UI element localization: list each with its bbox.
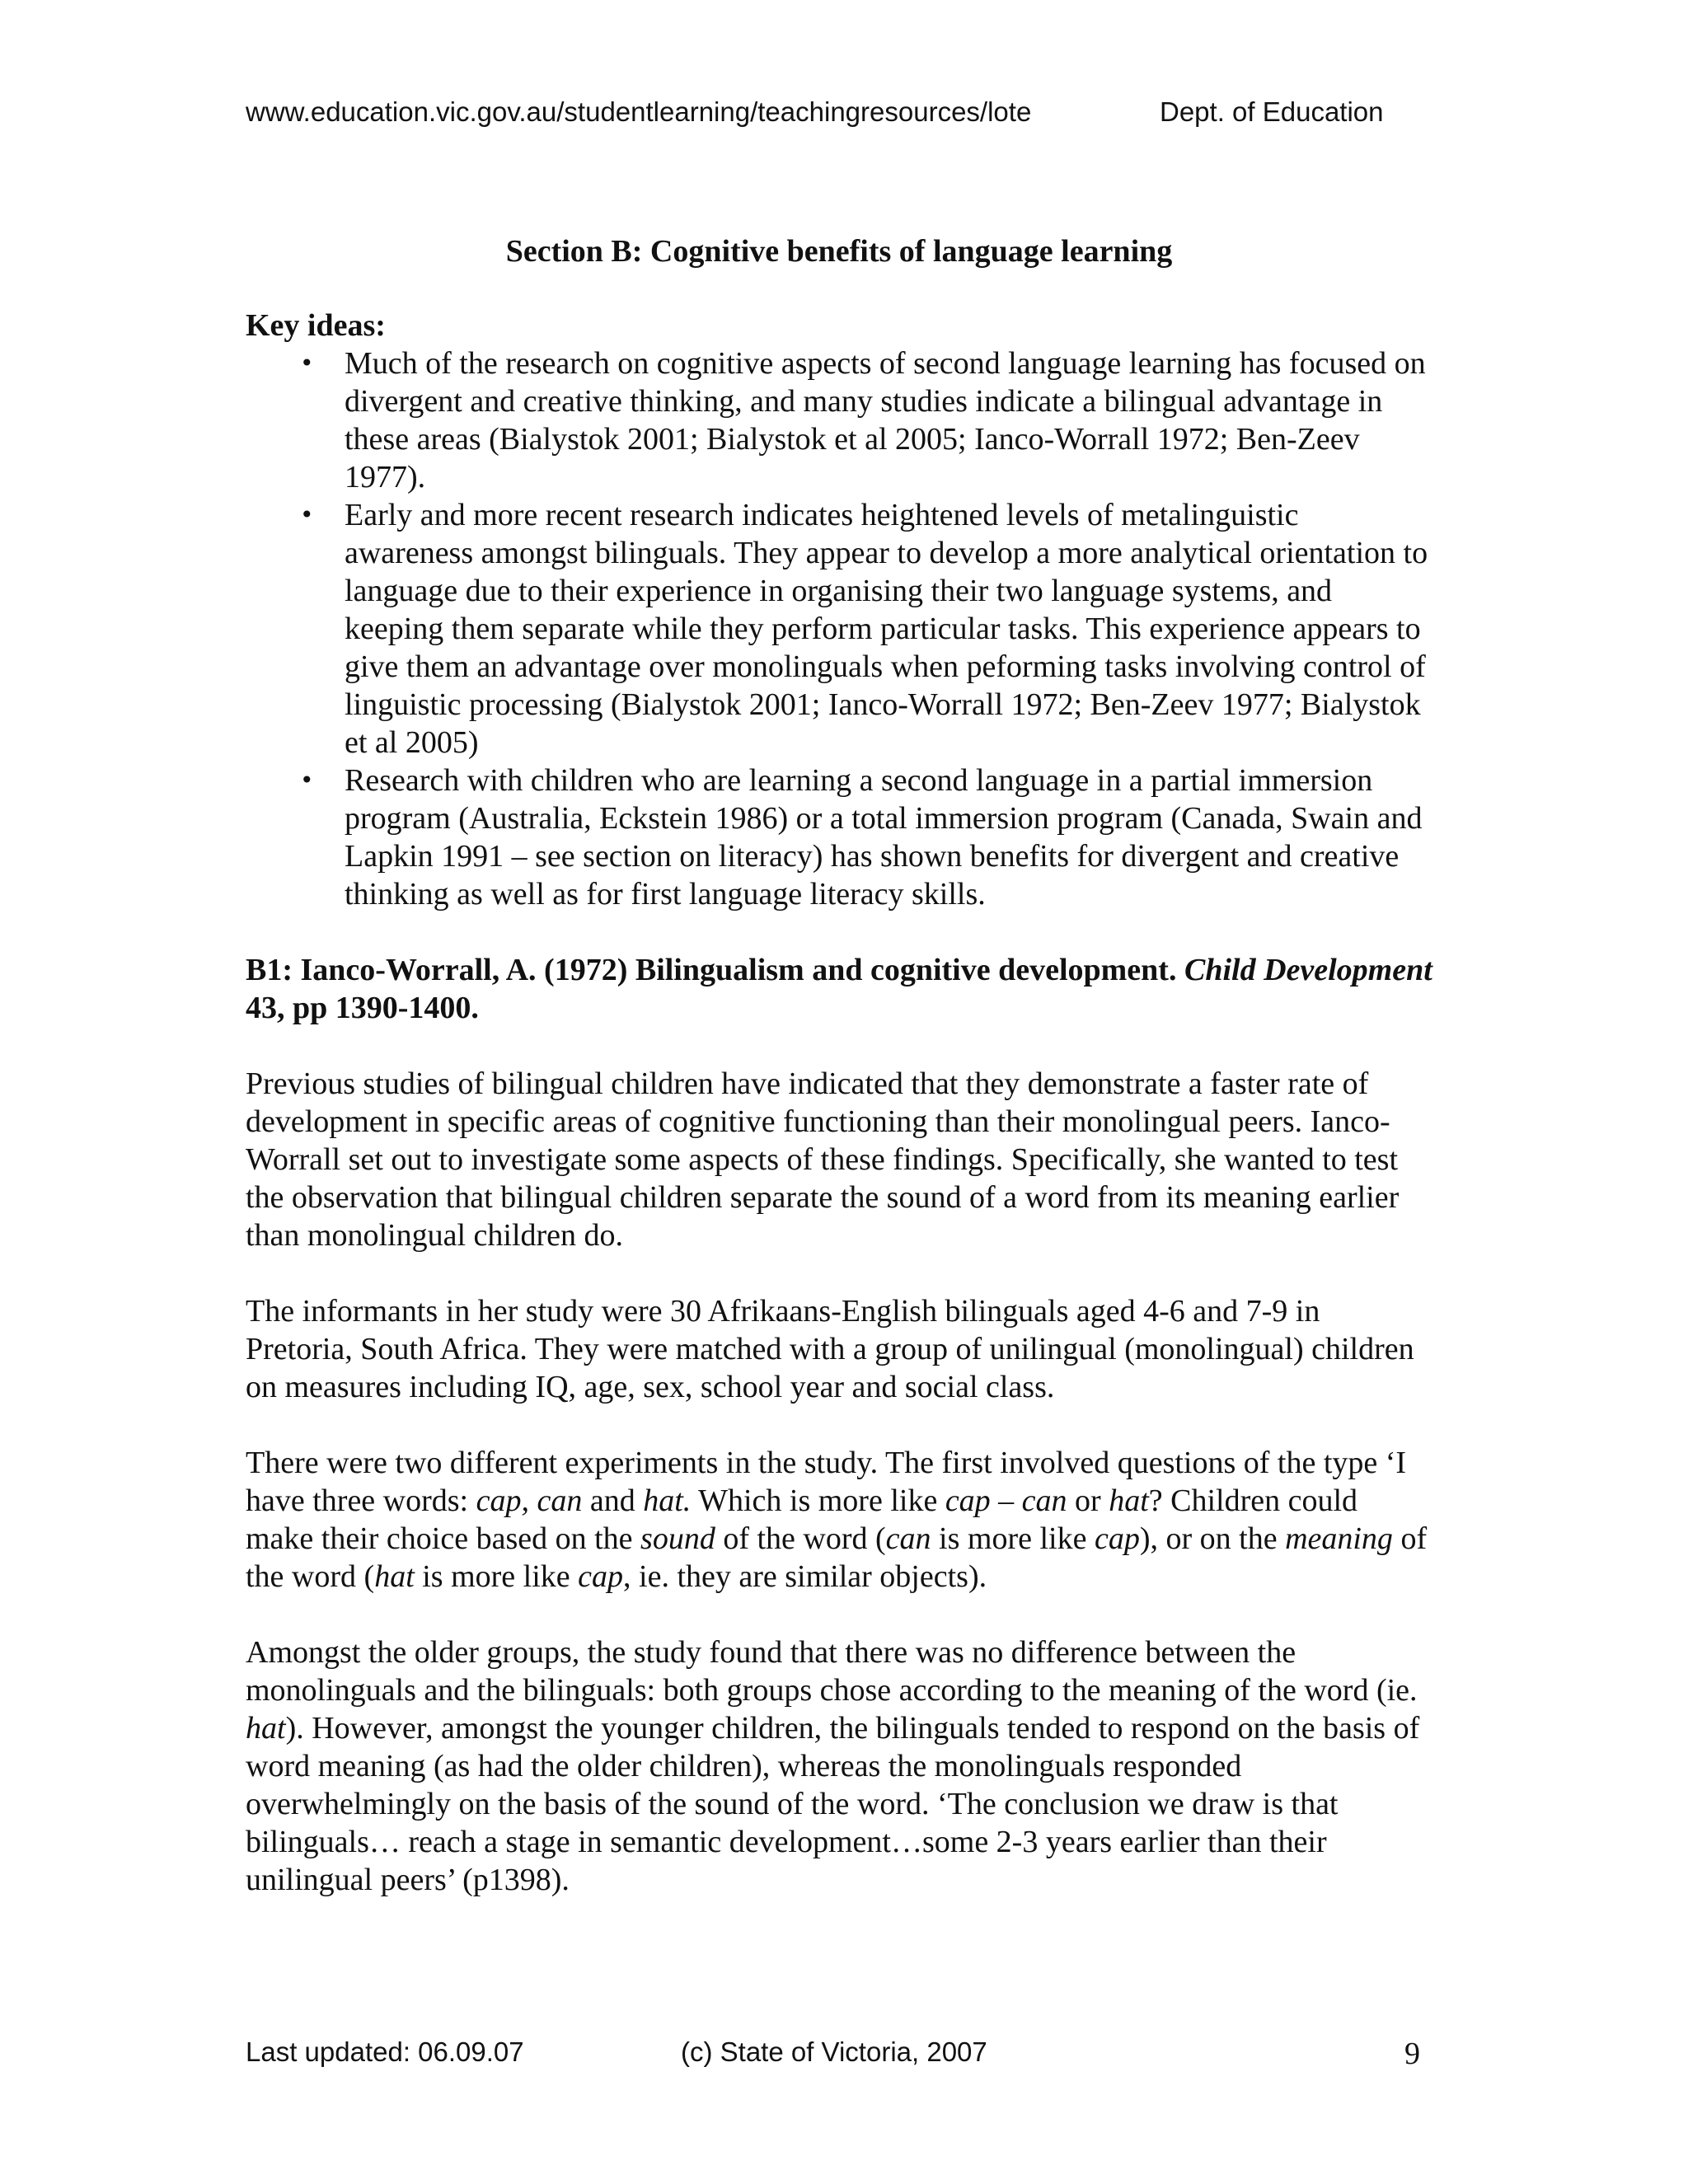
text-run: There were two different experiments in the study. The first involved questions of the type ‘I have three words: [246, 1446, 1407, 1518]
paragraph-findings [246, 1633, 1432, 1899]
reference-suffix: 43, pp 1390-1400. [246, 991, 479, 1025]
italic-run: cap – can [945, 1483, 1067, 1518]
text-run: ), or on the [1139, 1521, 1286, 1556]
list-item-text: Early and more recent research indicates heightened levels of metalinguistic awareness amongst bilinguals. They appear to develop a more analytical orientation to language due to their experience in organising their two language systems, and keeping them separate while they perform particular tasks. This experience appears to give them an advantage over monolinguals when peforming tasks involving control of linguistic processing (Bialystok 2001; Ianco-Worrall 1972; Ben-Zeev 1977; Bialystok et al 2005) [345, 498, 1428, 760]
text-run: or [1067, 1483, 1109, 1518]
italic-run: sound [640, 1521, 715, 1556]
italic-run: hat. [643, 1483, 692, 1518]
text-run: and [582, 1483, 644, 1518]
page-content [246, 232, 1432, 1899]
section-title: Section B: Cognitive benefits of language learning [505, 234, 1173, 269]
list-item [246, 344, 1432, 496]
italic-run: hat [246, 1711, 286, 1746]
reference-heading [246, 951, 1432, 1027]
reference-prefix: B1: Ianco-Worrall, A. (1972) Bilingualism and cognitive development. [246, 953, 1184, 987]
key-ideas-list [246, 344, 1432, 913]
paragraph-previous-studies: Previous studies of bilingual children have indicated that they demonstrate a faster rate of development in specific areas of cognitive functioning than their monolingual peers. Ianco-Worrall set out to investigate some aspects of these findings. Specifically, she wanted to test the observation that bilingual children separate the sound of a word from its meaning earlier than monolingual children do. [246, 1066, 1400, 1253]
italic-run: cap [578, 1559, 624, 1594]
reference-journal: Child Development [1184, 953, 1432, 987]
text-run: Amongst the older groups, the study found that there was no difference between the monolinguals and the bilinguals: both groups chose according to the meaning of the word (ie. [246, 1635, 1418, 1708]
bullet-icon: • [300, 501, 314, 528]
header-url: www.education.vic.gov.au/studentlearning/teachingresources/lote [246, 96, 1032, 127]
text-run: ? Children could make their choice based on the [246, 1483, 1358, 1556]
italic-run: meaning [1285, 1521, 1393, 1556]
header-department: Dept. of Education [1160, 96, 1384, 127]
text-run: of the word ( [715, 1521, 886, 1556]
footer-last-updated: Last updated: 06.09.07 [246, 2036, 524, 2067]
text-run: ). However, amongst the younger children, the bilinguals tended to respond on the basis of word meaning (as had the older children), whereas the monolinguals responded overwhelmingly on the basis of the sound of the word. ‘The conclusion we draw is that bilinguals… reach a stage in semantic development…some 2-3 years earlier than their unilingual peers’ (p1398). [246, 1711, 1420, 1897]
paragraph-experiments [246, 1444, 1432, 1596]
text-run: Which is more like [691, 1483, 945, 1518]
list-item [246, 496, 1432, 762]
text-run: , ie. they are similar objects). [623, 1559, 987, 1594]
text-run: is more like [931, 1521, 1095, 1556]
italic-run: cap [1094, 1521, 1140, 1556]
list-item [246, 762, 1432, 913]
text-run: of the word ( [246, 1521, 1428, 1594]
bullet-icon: • [300, 349, 314, 377]
italic-run: can [885, 1521, 931, 1556]
list-item-text: Much of the research on cognitive aspects of second language learning has focused on divergent and creative thinking, and many studies indicate a bilingual advantage in these areas (Bialystok 2001; Bialystok et al 2005; Ianco-Worrall 1972; Ben-Zeev 1977). [345, 346, 1426, 494]
bullet-icon: • [300, 766, 314, 794]
page-number: 9 [1404, 2036, 1420, 2071]
italic-run: hat [1109, 1483, 1149, 1518]
list-item-text: Research with children who are learning a second language in a partial immersion program (Australia, Eckstein 1986) or a total immersion program (Canada, Swain and Lapkin 1991 – see section on literacy) has shown benefits for divergent and creative thinking as well as for first language literacy skills. [345, 763, 1423, 912]
paragraph-informants: The informants in her study were 30 Afrikaans-English bilinguals aged 4-6 and 7-9 in Pretoria, South Africa. They were matched with a group of unilingual (monolingual) children on measures including IQ, age, sex, school year and social class. [246, 1294, 1414, 1404]
italic-run: cap, can [476, 1483, 583, 1518]
key-ideas-label: Key ideas: [246, 308, 386, 343]
italic-run: hat [374, 1559, 415, 1594]
footer-copyright: (c) State of Victoria, 2007 [681, 2036, 987, 2067]
text-run: is more like [414, 1559, 579, 1594]
